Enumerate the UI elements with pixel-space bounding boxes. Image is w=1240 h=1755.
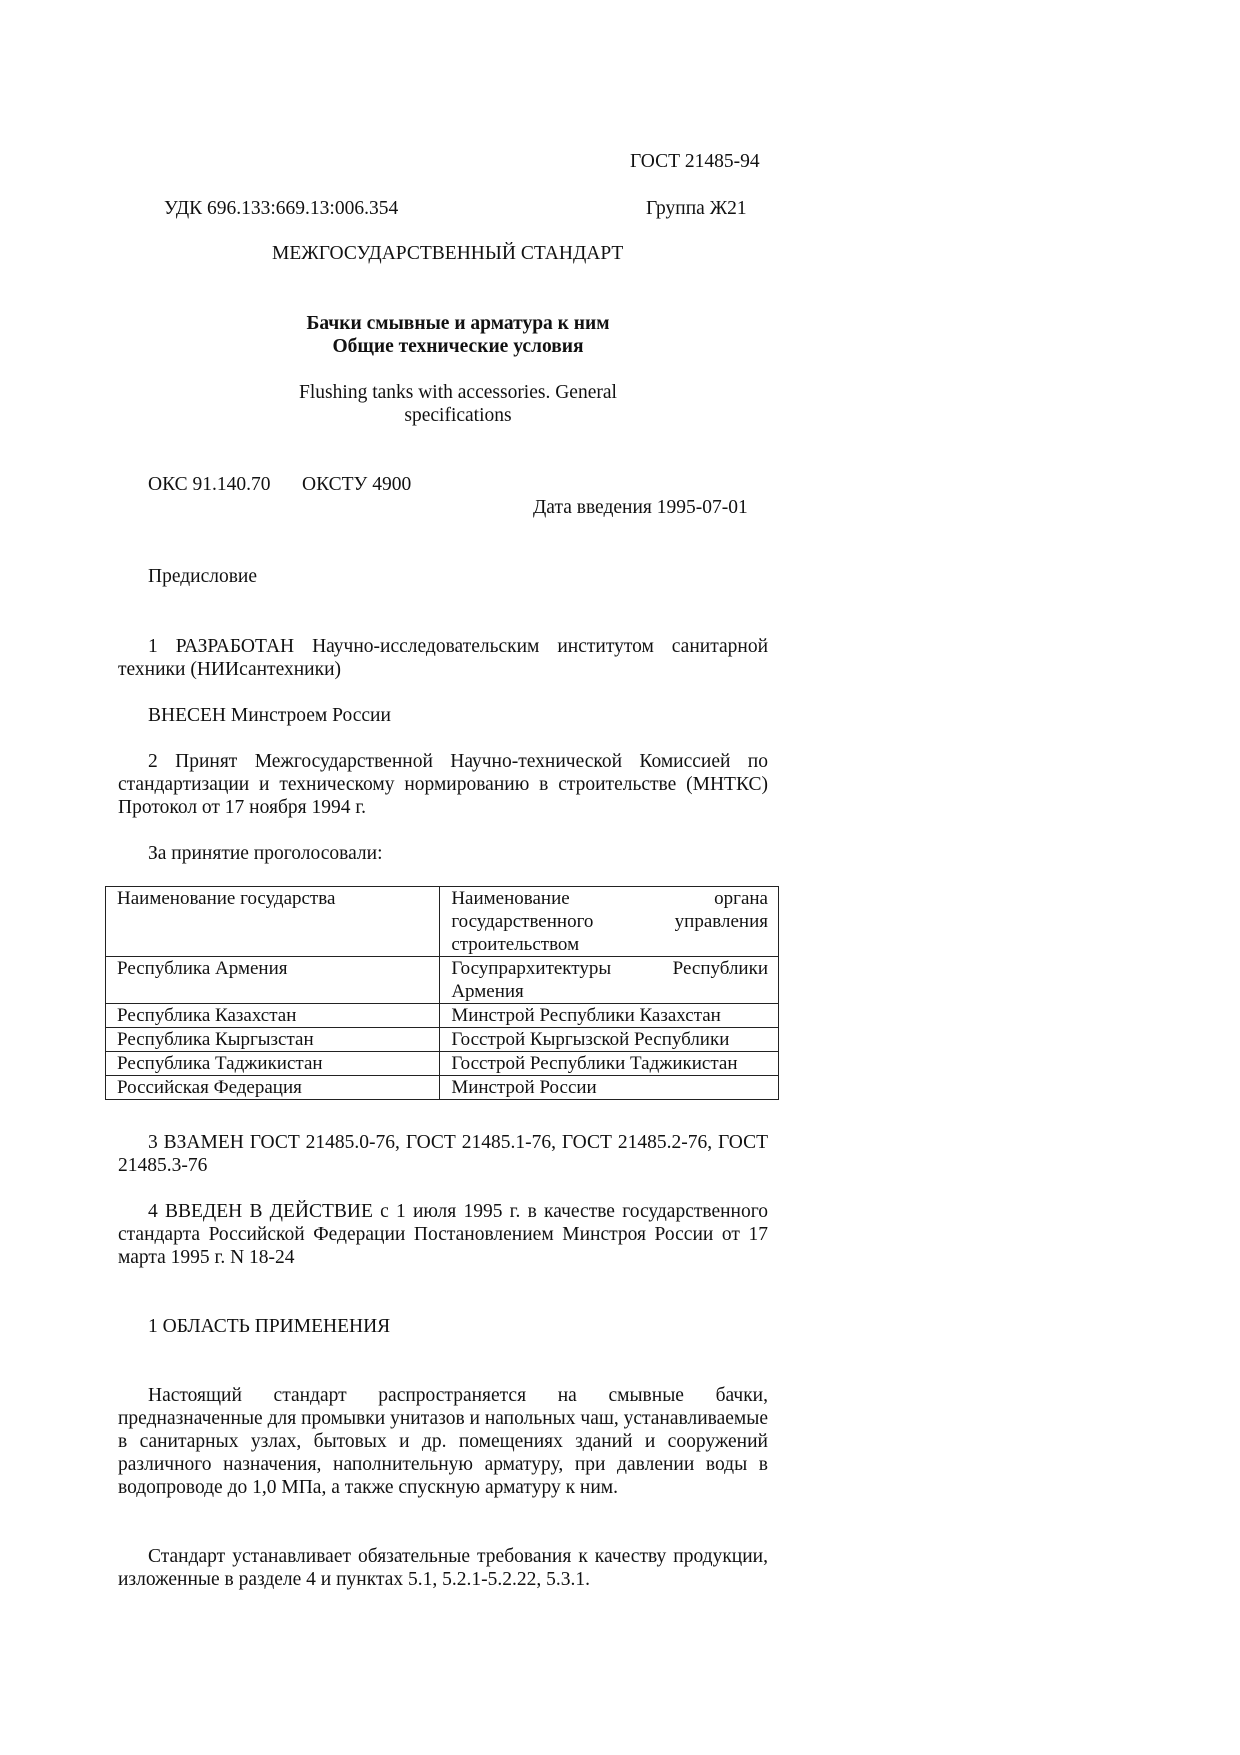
- table-cell-state: Российская Федерация: [106, 1076, 440, 1100]
- group-code: Группа Ж21: [646, 198, 747, 219]
- table-cell-state: Республика Таджикистан: [106, 1052, 440, 1076]
- table-row: [106, 1028, 779, 1052]
- table-header-row: [106, 887, 779, 957]
- table-cell-body: Госупрархитектуры Республики Армения: [440, 957, 779, 1004]
- section-1-paragraph-2: Стандарт устанавливает обязательные требования к качеству продукции, изложенные в разделе 4 и пунктах 5.1, 5.2.1-5.2.22, 5.3.1.: [118, 1546, 768, 1590]
- table-row: [106, 1004, 779, 1028]
- preface-heading: Предисловие: [148, 566, 258, 587]
- table-header-body: Наименование органа государственного управления строительством: [440, 887, 779, 957]
- preface-item-2: 2 Принят Межгосударственной Научно-технической Комиссией по стандартизации и техническому нормированию в строительстве (МНТКС) Протокол от 17 ноября 1994 г.: [118, 751, 768, 818]
- intro-date: Дата введения 1995-07-01: [533, 497, 748, 518]
- section-1-paragraph-1: Настоящий стандарт распространяется на смывные бачки, предназначенные для промывки унитазов и напольных чаш, устанавливаемые в санитарных узлах, бытовых и др. помещениях зданий и сооружений различного назначения, наполнительную арматуру, при давлении воды в водопроводе до 1,0 МПа, а также спускную арматуру к ним.: [118, 1385, 768, 1498]
- okstu-code: ОКСТУ 4900: [302, 474, 412, 495]
- title-line-1: Бачки смывные и арматура к ним: [306, 313, 610, 334]
- table-row: [106, 1052, 779, 1076]
- table-row: [106, 957, 779, 1004]
- table-cell-state: Республика Армения: [106, 957, 440, 1004]
- english-title-line-1: Flushing tanks with accessories. General: [299, 382, 617, 403]
- preface-item-3: 3 ВЗАМЕН ГОСТ 21485.0-76, ГОСТ 21485.1-76, ГОСТ 21485.2-76, ГОСТ 21485.3-76: [118, 1132, 768, 1176]
- table-cell-body: Минстрой Республики Казахстан: [440, 1004, 779, 1028]
- table-cell-state: Республика Кыргызстан: [106, 1028, 440, 1052]
- udk-code: УДК 696.133:669.13:006.354: [164, 198, 399, 219]
- preface-item-4: 4 ВВЕДЕН В ДЕЙСТВИЕ с 1 июля 1995 г. в качестве государственного стандарта Российской Федерации Постановлением Минстроя России от 17 марта 1995 г. N 18-24: [118, 1201, 768, 1268]
- table-header-state: Наименование государства: [106, 887, 440, 957]
- table-cell-body: Госстрой Кыргызской Республики: [440, 1028, 779, 1052]
- title-line-2: Общие технические условия: [332, 336, 584, 357]
- section-1-heading: 1 ОБЛАСТЬ ПРИМЕНЕНИЯ: [148, 1316, 391, 1337]
- oks-code: ОКС 91.140.70: [148, 474, 271, 495]
- voted-label: За принятие проголосовали:: [148, 843, 383, 864]
- table-cell-body: Госстрой Республики Таджикистан: [440, 1052, 779, 1076]
- preface-item-1: 1 РАЗРАБОТАН Научно-исследовательским институтом санитарной техники (НИИсантехники): [118, 636, 768, 680]
- table-cell-state: Республика Казахстан: [106, 1004, 440, 1028]
- english-title-line-2: specifications: [404, 405, 512, 426]
- table-row: [106, 1076, 779, 1100]
- standard-type: МЕЖГОСУДАРСТВЕННЫЙ СТАНДАРТ: [272, 243, 624, 264]
- table-cell-body: Минстрой России: [440, 1076, 779, 1100]
- voting-states-table: [105, 886, 779, 1100]
- gost-number: ГОСТ 21485-94: [630, 151, 760, 172]
- preface-submitted: ВНЕСЕН Минстроем России: [148, 705, 391, 726]
